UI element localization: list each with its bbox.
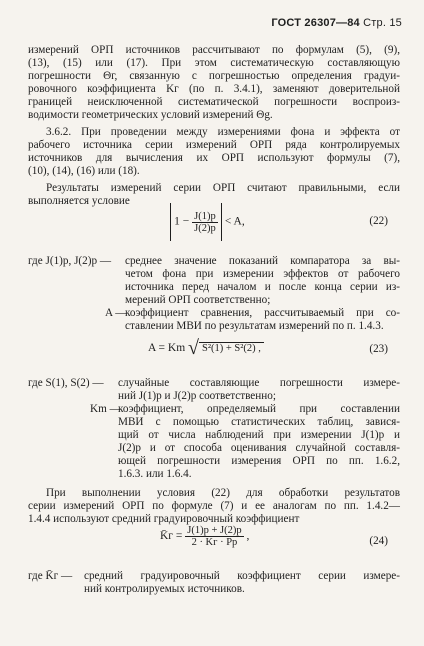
text-line: J(2)р и от способа оценивания случайной составля- xyxy=(118,442,400,454)
numerator: J(1)р xyxy=(194,210,216,222)
text-line: средний градуировочный коэффициент серии измере- xyxy=(84,570,400,582)
denominator: J(2)р xyxy=(194,222,216,234)
sqrt-icon: √ xyxy=(188,337,200,359)
text-line: источника перед началом и после конца серии из- xyxy=(125,281,400,293)
text-line: 1.4.4 используют средний градуировочный коэффициент xyxy=(28,513,300,525)
text-line: среднее значение показаний компаратора за вы- xyxy=(125,255,400,267)
abs-bar-left xyxy=(170,203,171,241)
numerator: J(1)р + J(2)р xyxy=(187,525,242,536)
text-line: выполняется условие xyxy=(28,195,130,207)
abs-bar-right xyxy=(221,203,222,241)
text-line: границей неисключенной систематической погрешности воспроиз- xyxy=(28,96,400,108)
km-label: Km — xyxy=(90,403,121,415)
equation-number-22: (22) xyxy=(369,215,388,227)
text-line: рабочего источника серии измерений ОРП ряда контролируемых xyxy=(28,139,400,151)
where-label: где S(1), S(2) — xyxy=(28,377,104,389)
formula-24-left: K̄г = xyxy=(160,530,183,543)
text-line: ровочного коэффициента Kг (по п. 3.4.1), заменяют доверительной xyxy=(28,83,400,95)
text-line: 1.6.3. или 1.6.4. xyxy=(118,468,192,480)
formula-24 xyxy=(160,525,249,548)
text-line: ний контролируемых источников. xyxy=(84,583,245,595)
text-line: Результаты измерений серии ОРП считают правильными, если xyxy=(46,182,400,194)
text-line: коэффициент сравнения, рассчитываемый при со- xyxy=(125,307,400,319)
text-line: (10), (14), (16) или (18). xyxy=(28,165,140,177)
text-line: серии измерений ОРП по формуле (7) и ее аналогам по пп. 1.4.2— xyxy=(28,500,400,512)
formula-23 xyxy=(148,337,264,360)
text-line: (13), (15) или (17). При этом систематическую составляющую xyxy=(28,57,400,69)
text-line: коэффициент, определяемый при составлении xyxy=(118,403,400,415)
text-line: случайные составляющие погрешности измере- xyxy=(118,377,400,389)
formula-24-tail: , xyxy=(246,530,250,543)
text-line: МВИ с помощью статистических таблиц, завися- xyxy=(118,416,400,428)
where-label: где J(1)р, J(2)р — xyxy=(28,255,112,267)
page-header xyxy=(271,17,402,29)
text-line: измерений ОРП источников рассчитывают по формулам (5), (9), xyxy=(28,44,400,56)
text-line: ющей погрешности измерения ОРП по пп. 1.6.2, xyxy=(118,455,400,467)
text-line: щий от числа наблюдений при измерении J(1)р и xyxy=(118,429,400,441)
text-line: 3.6.2. При проведении между измерениями фона и эффекта от xyxy=(46,126,400,138)
radicand: S²(1) + S²(2) , xyxy=(199,342,264,354)
text-line: погрешности Θг, связанную с погрешностью определения градуи- xyxy=(28,70,400,82)
fraction xyxy=(192,211,218,234)
formula-22-left: 1 − xyxy=(174,215,190,228)
standard-number: ГОСТ 26307—84 xyxy=(271,17,360,29)
text-line: источников для вычисления их ОРП используют формулы (7), xyxy=(28,152,400,164)
where-label: где K̄г — xyxy=(28,570,73,582)
text-line: водимости геометрических условий измерений Θg. xyxy=(28,109,273,121)
text-line: При выполнении условия (22) для обработки результатов xyxy=(46,487,400,499)
a-label: A — xyxy=(105,307,127,319)
equation-number-24: (24) xyxy=(369,535,388,547)
text-line: ний J(1)р и J(2)р соответственно; xyxy=(118,390,276,402)
denominator: 2 · Kг · Pр xyxy=(191,537,238,548)
formula-22-right: < A, xyxy=(224,215,245,228)
equation-number-23: (23) xyxy=(369,343,388,355)
formula-23-left: A = Km xyxy=(148,342,186,354)
page-number: Стр. 15 xyxy=(363,17,402,29)
text-line: мерений ОРП соответственно; xyxy=(125,294,271,306)
text-line: ставлении МВИ по результатам измерений по п. 1.4.3. xyxy=(125,320,384,332)
fraction xyxy=(185,525,243,548)
formula-22 xyxy=(170,203,245,241)
text-line: четом фона при измерении эффектов от рабочего xyxy=(125,268,400,280)
